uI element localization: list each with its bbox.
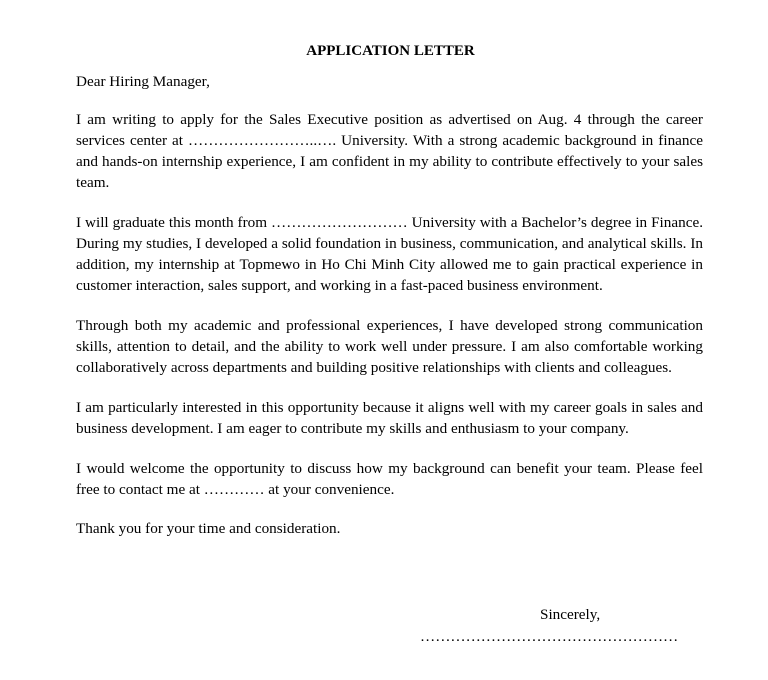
letter-body bbox=[76, 40, 703, 559]
paragraph-1: I am writing to apply for the Sales Executive position as advertised on Aug. 4 through the career services center at ……………………..…. University. With a strong academic background in finance and hands-on internship experience, I am confident in my ability to contribute effectively to your sales team. bbox=[76, 111, 703, 191]
signoff: Sincerely, bbox=[540, 606, 601, 623]
paragraph-2: I will graduate this month from ……………………… University with a Bachelor’s degree in Finance. During my studies, I developed a solid foundation in business, communication, and analytical skills. In addition, my internship at Topmewo in Ho Chi Minh City allowed me to gain practical experience in customer interaction, sales support, and working in a fast-paced business environment. bbox=[76, 214, 703, 294]
paragraph-5: I would welcome the opportunity to discuss how my background can benefit your team. Please feel free to contact me at ………… at your convenience. bbox=[76, 460, 703, 498]
paragraph-4: I am particularly interested in this opportunity because it aligns well with my career goals in sales and business development. I am eager to contribute my skills and enthusiasm to your company. bbox=[76, 399, 703, 437]
paragraph-3: Through both my academic and professional experiences, I have developed strong communication skills, attention to detail, and the ability to work well under pressure. I am also comfortable working collaboratively across departments and building positive relationships with clients and colleagues. bbox=[76, 317, 703, 376]
salutation: Dear Hiring Manager, bbox=[76, 73, 210, 90]
closing-line: Thank you for your time and consideration. bbox=[76, 520, 341, 537]
letter-title: APPLICATION LETTER bbox=[306, 43, 475, 59]
signature-line: …………………………………………… bbox=[420, 628, 679, 645]
